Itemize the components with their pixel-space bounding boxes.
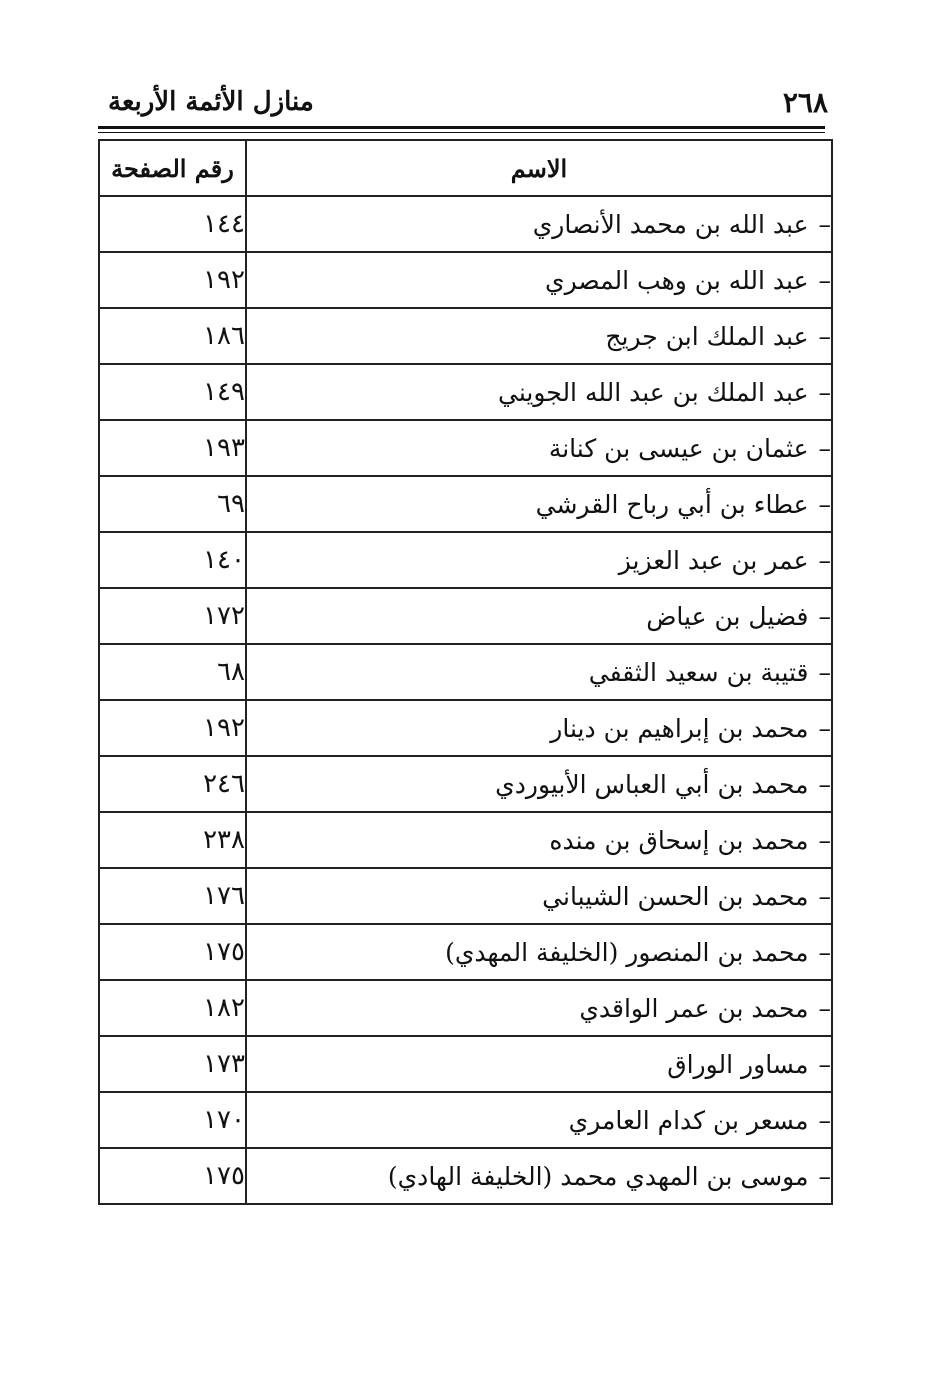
table-row — [99, 308, 832, 364]
name-cell — [246, 1148, 832, 1204]
table-row — [99, 644, 832, 700]
person-name: محمد بن إبراهيم بن دينار — [550, 713, 809, 743]
page-number-cell: ٦٨ — [99, 644, 246, 700]
page-number-cell: ١٩٢ — [99, 252, 246, 308]
page-number-cell: ١٤٩ — [99, 364, 246, 420]
page-number-cell: ١٧٠ — [99, 1092, 246, 1148]
table-row — [99, 700, 832, 756]
person-name: محمد بن عمر الواقدي — [579, 993, 809, 1023]
page-number-cell: ١٤٤ — [99, 196, 246, 252]
table-row — [99, 1092, 832, 1148]
name-cell — [246, 308, 832, 364]
person-name: مساور الوراق — [667, 1049, 809, 1079]
name-cell — [246, 588, 832, 644]
column-header-page: رقم الصفحة — [99, 140, 246, 196]
page-number-cell: ١٧٢ — [99, 588, 246, 644]
dash-marker: – — [818, 433, 831, 463]
name-cell — [246, 1036, 832, 1092]
person-name: عمر بن عبد العزيز — [618, 545, 809, 575]
table-row — [99, 364, 832, 420]
table-row — [99, 532, 832, 588]
person-name: مسعر بن كدام العامري — [568, 1105, 809, 1135]
person-name: محمد بن أبي العباس الأبيوردي — [495, 769, 809, 799]
page-number-cell: ١٩٢ — [99, 700, 246, 756]
dash-marker: – — [818, 657, 831, 687]
table-row — [99, 924, 832, 980]
person-name: محمد بن الحسن الشيباني — [542, 881, 809, 911]
page-number-cell: ١٧٣ — [99, 1036, 246, 1092]
page-number-cell: ٢٣٨ — [99, 812, 246, 868]
name-cell — [246, 756, 832, 812]
name-cell — [246, 532, 832, 588]
dash-marker: – — [818, 937, 831, 967]
dash-marker: – — [818, 209, 831, 239]
name-cell — [246, 980, 832, 1036]
table-row — [99, 1148, 832, 1204]
table-body — [99, 196, 832, 1204]
name-cell — [246, 924, 832, 980]
dash-marker: – — [818, 1161, 831, 1191]
name-cell — [246, 420, 832, 476]
page-number-cell: ١٧٥ — [99, 1148, 246, 1204]
dash-marker: – — [818, 377, 831, 407]
dash-marker: – — [818, 713, 831, 743]
name-cell — [246, 364, 832, 420]
dash-marker: – — [818, 265, 831, 295]
table-row — [99, 868, 832, 924]
dash-marker: – — [818, 881, 831, 911]
person-name: عطاء بن أبي رباح القرشي — [535, 489, 809, 519]
person-name: موسى بن المهدي محمد (الخليفة الهادي) — [387, 1161, 809, 1191]
person-name: محمد بن المنصور (الخليفة المهدي) — [445, 937, 809, 967]
dash-marker: – — [818, 1049, 831, 1079]
dash-marker: – — [818, 601, 831, 631]
person-name: قتيبة بن سعيد الثقفي — [588, 657, 809, 687]
name-cell — [246, 196, 832, 252]
person-name: فضيل بن عياض — [646, 601, 809, 631]
table-row — [99, 812, 832, 868]
dash-marker: – — [818, 825, 831, 855]
person-name: عبد الملك بن عبد الله الجويني — [498, 377, 809, 407]
name-cell — [246, 1092, 832, 1148]
name-cell — [246, 868, 832, 924]
table-row — [99, 756, 832, 812]
dash-marker: – — [818, 545, 831, 575]
header-rule-thick — [98, 126, 825, 129]
dash-marker: – — [818, 1105, 831, 1135]
page-number-cell: ١٨٦ — [99, 308, 246, 364]
page-number-cell: ١٩٣ — [99, 420, 246, 476]
page-number-cell: ١٤٠ — [99, 532, 246, 588]
page-number-cell: ٢٤٦ — [99, 756, 246, 812]
page-number-cell: ١٧٦ — [99, 868, 246, 924]
name-cell — [246, 812, 832, 868]
name-cell — [246, 476, 832, 532]
person-name: عبد الله بن وهب المصري — [545, 265, 809, 295]
table-row — [99, 196, 832, 252]
dash-marker: – — [818, 489, 831, 519]
person-name: محمد بن إسحاق بن منده — [549, 825, 809, 855]
name-cell — [246, 644, 832, 700]
names-index-table — [98, 139, 833, 1205]
table-row — [99, 252, 832, 308]
page-header — [108, 80, 828, 124]
name-cell — [246, 700, 832, 756]
table-row — [99, 420, 832, 476]
dash-marker: – — [818, 769, 831, 799]
table-row — [99, 1036, 832, 1092]
person-name: عثمان بن عيسى بن كنانة — [548, 433, 809, 463]
dash-marker: – — [818, 993, 831, 1023]
dash-marker: – — [818, 321, 831, 351]
name-cell — [246, 252, 832, 308]
table-row — [99, 588, 832, 644]
header-rule-thin — [98, 132, 825, 133]
column-header-name: الاسم — [246, 140, 832, 196]
person-name: عبد الله بن محمد الأنصاري — [532, 209, 809, 239]
table-row — [99, 476, 832, 532]
table-row — [99, 980, 832, 1036]
person-name: عبد الملك ابن جريج — [605, 321, 809, 351]
page-number-cell: ١٧٥ — [99, 924, 246, 980]
book-title: منازل الأئمة الأربعة — [108, 87, 314, 117]
page-number-cell: ٦٩ — [99, 476, 246, 532]
page-number-cell: ١٨٢ — [99, 980, 246, 1036]
page-number: ٢٦٨ — [782, 85, 828, 119]
table-header-row — [99, 140, 832, 196]
